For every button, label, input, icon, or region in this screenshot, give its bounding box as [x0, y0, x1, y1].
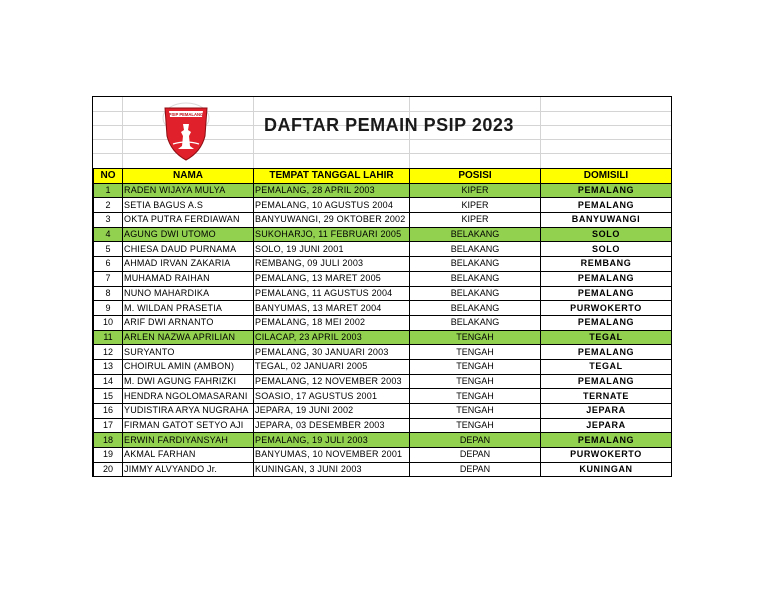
cell-no: 5: [94, 242, 123, 257]
cell-no: 8: [94, 286, 123, 301]
table-row: [94, 448, 672, 463]
cell-nama: AHMAD IRVAN ZAKARIA: [123, 257, 254, 272]
cell-domisili: TEGAL: [541, 359, 672, 374]
cell-domisili: PEMALANG: [541, 286, 672, 301]
psip-logo-icon: [161, 100, 211, 162]
cell-posisi: BELAKANG: [410, 301, 541, 316]
cell-ttl: KUNINGAN, 3 JUNI 2003: [254, 462, 410, 477]
cell-ttl: PEMALANG, 10 AGUSTUS 2004: [254, 198, 410, 213]
cell-no: 14: [94, 374, 123, 389]
cell-ttl: BANYUMAS, 10 NOVEMBER 2001: [254, 448, 410, 463]
table-row: [94, 227, 672, 242]
cell-ttl: CILACAP, 23 APRIL 2003: [254, 330, 410, 345]
cell-posisi: BELAKANG: [410, 242, 541, 257]
table-row: [94, 433, 672, 448]
cell-posisi: TENGAH: [410, 345, 541, 360]
cell-ttl: BANYUMAS, 13 MARET 2004: [254, 301, 410, 316]
svg-text:PSIP PEMALANG: PSIP PEMALANG: [168, 112, 204, 117]
cell-no: 9: [94, 301, 123, 316]
cell-nama: CHOIRUL AMIN (AMBON): [123, 359, 254, 374]
col-header-no: NO: [94, 169, 123, 184]
cell-posisi: DEPAN: [410, 462, 541, 477]
player-table: [93, 168, 672, 477]
cell-no: 16: [94, 404, 123, 419]
cell-domisili: PEMALANG: [541, 345, 672, 360]
cell-ttl: SOASIO, 17 AGUSTUS 2001: [254, 389, 410, 404]
cell-no: 19: [94, 448, 123, 463]
cell-posisi: TENGAH: [410, 389, 541, 404]
cell-posisi: BELAKANG: [410, 227, 541, 242]
cell-no: 10: [94, 315, 123, 330]
cell-ttl: PEMALANG, 13 MARET 2005: [254, 271, 410, 286]
cell-nama: FIRMAN GATOT SETYO AJI: [123, 418, 254, 433]
cell-ttl: TEGAL, 02 JANUARI 2005: [254, 359, 410, 374]
cell-posisi: TENGAH: [410, 374, 541, 389]
cell-domisili: BANYUWANGI: [541, 213, 672, 228]
table-row: [94, 213, 672, 228]
cell-posisi: DEPAN: [410, 433, 541, 448]
cell-posisi: TENGAH: [410, 418, 541, 433]
table-row: [94, 271, 672, 286]
cell-nama: OKTA PUTRA FERDIAWAN: [123, 213, 254, 228]
cell-domisili: JEPARA: [541, 418, 672, 433]
cell-ttl: JEPARA, 03 DESEMBER 2003: [254, 418, 410, 433]
cell-nama: NUNO MAHARDIKA: [123, 286, 254, 301]
cell-no: 2: [94, 198, 123, 213]
table-row: [94, 462, 672, 477]
cell-domisili: TEGAL: [541, 330, 672, 345]
cell-nama: SETIA BAGUS A.S: [123, 198, 254, 213]
col-header-ttl: TEMPAT TANGGAL LAHIR: [254, 169, 410, 184]
cell-ttl: PEMALANG, 12 NOVEMBER 2003: [254, 374, 410, 389]
cell-no: 17: [94, 418, 123, 433]
cell-no: 12: [94, 345, 123, 360]
cell-nama: MUHAMAD RAIHAN: [123, 271, 254, 286]
cell-ttl: SOLO, 19 JUNI 2001: [254, 242, 410, 257]
cell-domisili: PEMALANG: [541, 198, 672, 213]
cell-nama: JIMMY ALVYANDO Jr.: [123, 462, 254, 477]
cell-nama: RADEN WIJAYA MULYA: [123, 183, 254, 198]
cell-ttl: BANYUWANGI, 29 OKTOBER 2002: [254, 213, 410, 228]
table-row: [94, 389, 672, 404]
table-row: [94, 359, 672, 374]
sheet-header-area: [93, 96, 671, 168]
table-row: [94, 345, 672, 360]
col-header-nama: NAMA: [123, 169, 254, 184]
cell-no: 4: [94, 227, 123, 242]
page-title: DAFTAR PEMAIN PSIP 2023: [264, 115, 514, 135]
cell-nama: SURYANTO: [123, 345, 254, 360]
cell-ttl: PEMALANG, 30 JANUARI 2003: [254, 345, 410, 360]
cell-posisi: TENGAH: [410, 359, 541, 374]
cell-ttl: PEMALANG, 11 AGUSTUS 2004: [254, 286, 410, 301]
cell-nama: ARIF DWI ARNANTO: [123, 315, 254, 330]
cell-nama: YUDISTIRA ARYA NUGRAHA: [123, 404, 254, 419]
cell-nama: CHIESA DAUD PURNAMA: [123, 242, 254, 257]
cell-no: 18: [94, 433, 123, 448]
col-header-posisi: POSISI: [410, 169, 541, 184]
cell-no: 13: [94, 359, 123, 374]
cell-posisi: BELAKANG: [410, 257, 541, 272]
table-header-row: [94, 169, 672, 184]
cell-posisi: TENGAH: [410, 404, 541, 419]
cell-domisili: PEMALANG: [541, 315, 672, 330]
cell-nama: M. DWI AGUNG FAHRIZKI: [123, 374, 254, 389]
cell-posisi: TENGAH: [410, 330, 541, 345]
table-row: [94, 374, 672, 389]
table-row: [94, 315, 672, 330]
cell-ttl: PEMALANG, 28 APRIL 2003: [254, 183, 410, 198]
cell-posisi: BELAKANG: [410, 286, 541, 301]
cell-ttl: PEMALANG, 18 MEI 2002: [254, 315, 410, 330]
cell-posisi: KIPER: [410, 213, 541, 228]
table-row: [94, 183, 672, 198]
cell-ttl: PEMALANG, 19 JULI 2003: [254, 433, 410, 448]
cell-posisi: DEPAN: [410, 448, 541, 463]
cell-ttl: REMBANG, 09 JULI 2003: [254, 257, 410, 272]
cell-posisi: BELAKANG: [410, 315, 541, 330]
cell-nama: ERWIN FARDIYANSYAH: [123, 433, 254, 448]
table-row: [94, 286, 672, 301]
cell-posisi: KIPER: [410, 198, 541, 213]
table-row: [94, 198, 672, 213]
cell-nama: M. WILDAN PRASETIA: [123, 301, 254, 316]
cell-no: 1: [94, 183, 123, 198]
table-row: [94, 257, 672, 272]
table-row: [94, 242, 672, 257]
cell-domisili: PURWOKERTO: [541, 448, 672, 463]
cell-domisili: KUNINGAN: [541, 462, 672, 477]
cell-domisili: SOLO: [541, 227, 672, 242]
cell-domisili: REMBANG: [541, 257, 672, 272]
cell-posisi: KIPER: [410, 183, 541, 198]
col-header-domisili: DOMISILI: [541, 169, 672, 184]
cell-nama: ARLEN NAZWA APRILIAN: [123, 330, 254, 345]
cell-domisili: PEMALANG: [541, 183, 672, 198]
table-row: [94, 404, 672, 419]
cell-no: 6: [94, 257, 123, 272]
cell-domisili: TERNATE: [541, 389, 672, 404]
cell-domisili: PEMALANG: [541, 374, 672, 389]
cell-domisili: PEMALANG: [541, 433, 672, 448]
cell-ttl: SUKOHARJO, 11 FEBRUARI 2005: [254, 227, 410, 242]
cell-domisili: JEPARA: [541, 404, 672, 419]
cell-nama: AKMAL FARHAN: [123, 448, 254, 463]
table-row: [94, 418, 672, 433]
cell-no: 3: [94, 213, 123, 228]
cell-posisi: BELAKANG: [410, 271, 541, 286]
table-row: [94, 330, 672, 345]
player-list-sheet: [92, 96, 672, 477]
cell-no: 11: [94, 330, 123, 345]
cell-nama: AGUNG DWI UTOMO: [123, 227, 254, 242]
cell-domisili: PEMALANG: [541, 271, 672, 286]
cell-no: 7: [94, 271, 123, 286]
cell-ttl: JEPARA, 19 JUNI 2002: [254, 404, 410, 419]
cell-nama: HENDRA NGOLOMASARANI: [123, 389, 254, 404]
cell-domisili: PURWOKERTO: [541, 301, 672, 316]
cell-no: 15: [94, 389, 123, 404]
cell-domisili: SOLO: [541, 242, 672, 257]
table-row: [94, 301, 672, 316]
cell-no: 20: [94, 462, 123, 477]
